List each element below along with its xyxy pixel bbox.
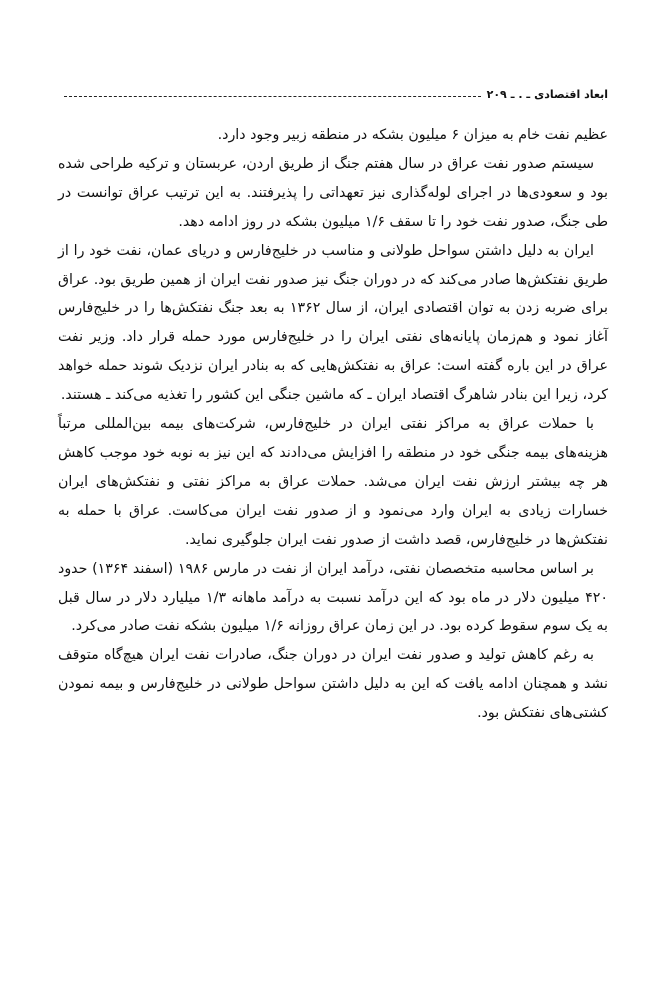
header-dash-mark: ـ . ـ — [510, 87, 531, 101]
paragraph: بر اساس محاسبه متخصصان نفتی، درآمد ایران از نفت در مارس ۱۹۸۶ (اسفند ۱۳۶۴) حدود ۴۲۰ میلیون دلار در ماه بود که این درآمد نسبت به درآمد ماهانه ۱/۳ میلیارد دلار در سال قبل به یک سوم سقوط کرده بود. در این زمان عراق روزانه ۱/۶ میلیون بشکه نفت صادر می‌کرد. — [58, 560, 608, 635]
paragraph: با حملات عراق به مراکز نفتی ایران در خلیج‌فارس، شرکت‌های بیمه بین‌المللی مرتباً هزینه‌های بیمه جنگی خود در منطقه را افزایش می‌دادند که این نیز به نوبه خود موجب کاهش هر چه بیشتر ارزش نفت ایران می‌شد. حملات عراق به مراکز نفتی و نفتکش‌های ایران خسارات زیادی به ایران وارد می‌نمود و از صدور نفت ایران می‌کاست. عراق با حمله به نفتکش‌ها در خلیج‌فارس، قصد داشت از صدور نفت ایران جلوگیری نماید. — [58, 416, 608, 548]
running-header — [58, 86, 608, 102]
paragraph-continuation: عظیم نفت خام به میزان ۶ میلیون بشکه در منطقه زبیر وجود دارد. — [217, 127, 608, 143]
header-title: ابعاد اقتصادی — [534, 87, 608, 101]
paragraph: ایران به دلیل داشتن سواحل طولانی و مناسب در خلیج‌فارس و دریای عمان، نفت خود را از طریق نفتکش‌ها صادر می‌کند که در دوران جنگ نیز صدور نفت ایران از همین طریق بود. عراق برای ضربه زدن به توان اقتصادی ایران، از سال ۱۳۶۲ به بعد جنگ نفتکش‌ها را در خلیج‌فارس آغاز نمود و هم‌زمان پایانه‌های نفتی ایران را در خلیج‌فارس مورد حمله قرار داد. وزیر نفت عراق در این باره گفته است: عراق به نفتکش‌هایی که به بنادر ایران نزدیک شوند حمله خواهد کرد، زیرا این بنادر شاهرگ اقتصاد ایران ـ که ماشین جنگی این کشور را تغذیه می‌کند ـ هستند. — [58, 242, 609, 404]
body-text — [58, 121, 608, 728]
paragraph: به رغم کاهش تولید و صدور نفت ایران در دوران جنگ، صادرات نفت ایران هیچ‌گاه متوقف نشد و همچنان ادامه یافت که این به دلیل داشتن سواحل طولانی در خلیج‌فارس و بیمه نمودن کشتی‌های نفتکش بود. — [58, 647, 608, 722]
paragraph: سیستم صدور نفت عراق در سال هفتم جنگ از طریق اردن، عربستان و ترکیه طراحی شده بود و سعودی‌ها در اجرای لوله‌گذاری نیز تعهداتی را پذیرفتند. به این ترتیب عراق توانست در طی جنگ، صدور نفت خود را تا سقف ۱/۶ میلیون بشکه در روز ادامه دهد. — [58, 155, 608, 230]
header-dashed-rule — [64, 96, 481, 97]
page-number: ۲۰۹ — [486, 87, 507, 101]
